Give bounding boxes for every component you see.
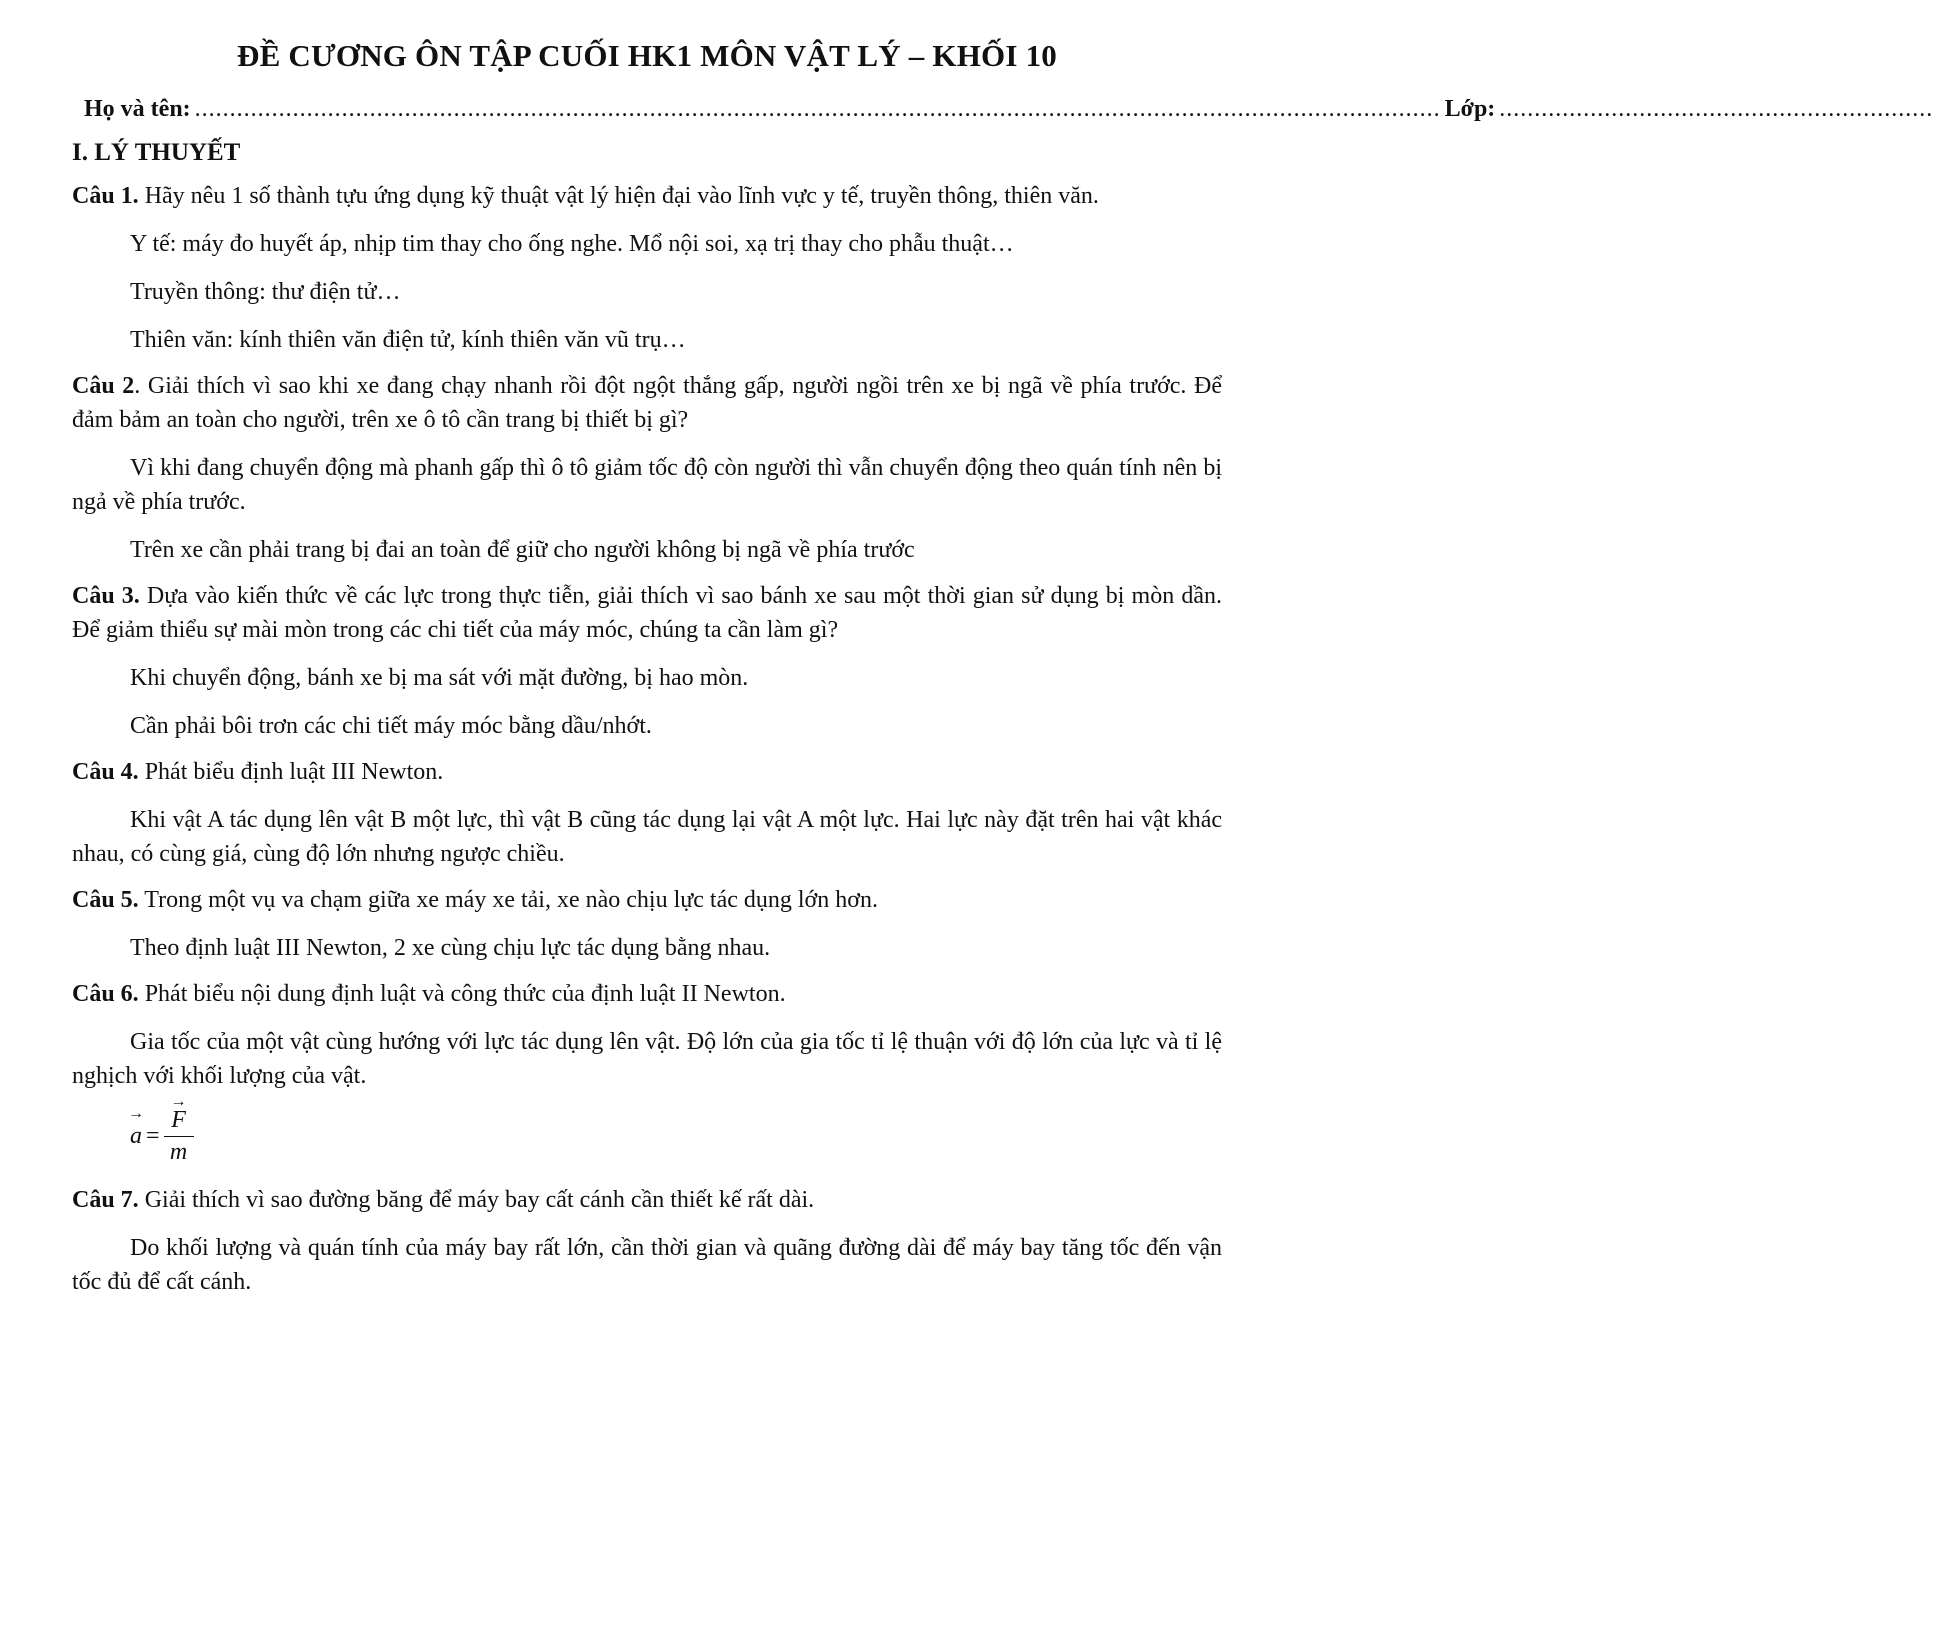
fraction-bar [164, 1136, 194, 1137]
name-blank: .................................................................................................................................................................................. [194, 96, 1441, 122]
question-label: Câu 5. [72, 887, 139, 913]
question-6 [72, 977, 1222, 1011]
answer-line: Khi chuyển động, bánh xe bị ma sát với mặt đường, bị hao mòn. [130, 665, 749, 691]
mass-symbol: m [169, 1138, 188, 1165]
answer-line: Do khối lượng và quán tính của máy bay rất lớn, cần thời gian và quãng đường dài để máy bay tăng tốc đến vận tốc đủ để cất cánh. [72, 1235, 1222, 1295]
question-5 [72, 883, 1222, 917]
question-label: Câu 1. [72, 183, 139, 209]
newton-second-law-formula [128, 1092, 1222, 1171]
acceleration-vector: → a [128, 1104, 144, 1149]
answer-line: Khi vật A tác dụng lên vật B một lực, thì vật B cũng tác dụng lại vật A một lực. Hai lực này đặt trên hai vật khác nhau, có cùng giá, cùng độ lớn nhưng ngược chiều. [72, 807, 1222, 867]
question-label: Câu 4. [72, 759, 139, 785]
section-title: I. LÝ THUYẾT [72, 139, 241, 166]
question-text: . Giải thích vì sao khi xe đang chạy nhanh rồi đột ngột thắng gấp, người ngồi trên xe bị ngã về phía trước. Để đảm bảm an toàn cho người, trên xe ô tô cần trang bị thiết bị gì? [72, 373, 1223, 433]
question-text: Trong một vụ va chạm giữa xe máy xe tải, xe nào chịu lực tác dụng lớn hơn. [138, 887, 878, 913]
answer-line: Cần phải bôi trơn các chi tiết máy móc bằng dầu/nhớt. [130, 713, 652, 739]
document-title: ĐỀ CƯƠNG ÔN TẬP CUỐI HK1 MÔN VẬT LÝ – KHỐI 10 [237, 38, 1057, 73]
vector-arrow-icon: → [128, 1104, 144, 1122]
answer-line: Thiên văn: kính thiên văn điện tử, kính thiên văn vũ trụ… [130, 327, 686, 353]
vector-arrow-icon: → [170, 1092, 187, 1110]
name-label: Họ và tên: [84, 96, 191, 122]
question-text: Hãy nêu 1 số thành tựu ứng dụng kỹ thuật vật lý hiện đại vào lĩnh vực y tế, truyền thông, thiên văn. [138, 183, 1099, 209]
question-4 [72, 755, 1222, 789]
question-7 [72, 1183, 1222, 1217]
question-label: Câu 2 [72, 373, 135, 399]
answer-line: Gia tốc của một vật cùng hướng với lực tác dụng lên vật. Độ lớn của gia tốc tỉ lệ thuận với độ lớn của lực và tỉ lệ nghịch với khối lượng của vật. [72, 1029, 1222, 1089]
question-3 [72, 579, 1222, 647]
question-label: Câu 7. [72, 1187, 139, 1213]
question-2 [72, 369, 1222, 437]
question-1 [72, 179, 1222, 213]
class-blank: .............................................................. [1499, 96, 1933, 122]
document-page [72, 28, 1933, 1299]
force-vector: → F [170, 1092, 187, 1133]
answer-line: Y tế: máy đo huyết áp, nhịp tim thay cho ống nghe. Mổ nội soi, xạ trị thay cho phẫu thuật… [130, 231, 1014, 257]
question-label: Câu 6. [72, 981, 139, 1007]
question-text: Phát biểu định luật III Newton. [138, 759, 444, 785]
answer-line: Trên xe cần phải trang bị đai an toàn để giữ cho người không bị ngã về phía trước [130, 537, 915, 563]
equals-sign: = [146, 1122, 160, 1149]
force-over-mass-fraction [164, 1092, 194, 1166]
answer-line: Vì khi đang chuyển động mà phanh gấp thì ô tô giảm tốc độ còn người thì vẫn chuyển động theo quán tính nên bị ngả về phía trước. [72, 455, 1222, 515]
question-label: Câu 3. [72, 583, 140, 609]
student-info-row [72, 96, 1933, 123]
answer-line: Truyền thông: thư điện tử… [130, 279, 401, 305]
question-text: Dựa vào kiến thức về các lực trong thực tiễn, giải thích vì sao bánh xe sau một thời gian sử dụng bị mòn dần. Để giảm thiểu sự mài mòn trong các chi tiết của máy móc, chúng ta cần làm gì? [72, 583, 1222, 643]
question-text: Phát biểu nội dung định luật và công thức của định luật II Newton. [138, 981, 786, 1007]
class-label: Lớp: [1444, 96, 1496, 122]
answer-line: Theo định luật III Newton, 2 xe cùng chịu lực tác dụng bằng nhau. [130, 935, 771, 961]
question-text: Giải thích vì sao đường băng để máy bay cất cánh cần thiết kế rất dài. [138, 1187, 815, 1213]
